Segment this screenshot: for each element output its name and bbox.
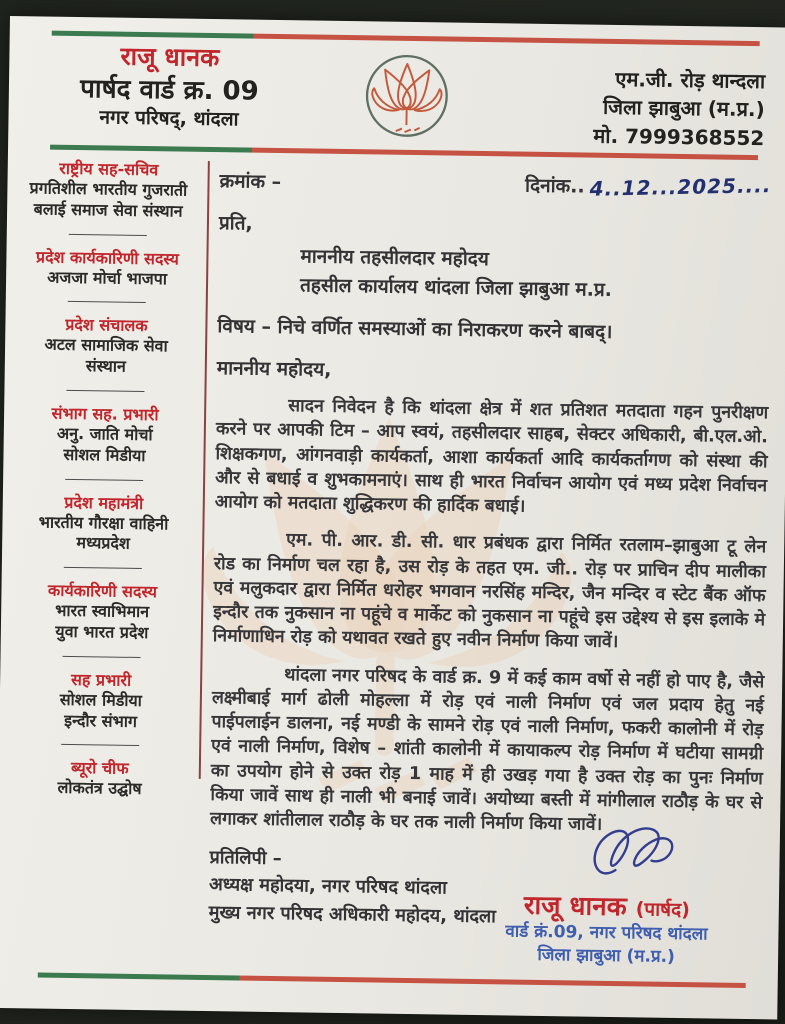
signature-block [456,815,758,972]
signer-name-row [457,891,757,924]
sidebar-section-title: राष्ट्रीय सह-सचिव [59,158,159,180]
date-label: दिनांक.. [524,174,585,198]
header-address-road: एम.जी. रोड़ थान्दला [615,66,766,94]
sidebar-section-title: कार्यकारिणी सदस्य [47,580,158,602]
copy-line: मुख्य नगर परिषद अधिकारी महोदय, थांदला [208,902,497,928]
addressee-block [300,242,771,306]
sidebar-section-title: प्रदेश महामंत्री [64,492,144,513]
signer-name: राजू धानक [523,890,627,923]
sidebar-section-line: सोशल मिडीया [59,689,143,710]
sidebar-section-title: संभाग सह. प्रभारी [51,403,159,425]
sidebar-section-line: मध्यप्रदेश [76,533,130,554]
section-divider [68,301,146,303]
sidebar-section [5,580,200,658]
sidebar-section-line: युवा भारत प्रदेश [55,621,149,643]
sidebar-section [8,314,203,392]
salutation: प्रति, [218,212,253,235]
body-paragraph: एम. पी. आर. डी. सी. धार प्रबंधक द्वारा निर्मित रतलाम–झाबुआ टू लेन रोड का निर्माण चल रहा है, उस रोड़ के तहत एम. जी.. रोड़ पर प्राचिन दीप मालीका एवं मलुकदार द्वारा निर्मित धरोहर भगवान नरसिंह मन्दिर, जैन मन्दिर व स्टेट बैंक ऑफ इन्दौर तक नुकसान ना पहूंचे व मार्केट को नुकसान ना पहूंचे इस उद्देश्य से इस इलाके मे निर्माणाधिन रोड़ को यथावत रखते हुए नवीन निर्माण किया जावें। [212,530,767,653]
sidebar-section-line: सोशल मिडीया [63,444,146,465]
subject-line: विषय – निचे वर्णित समस्याओं का निराकरण करने बाबद्। [217,315,613,343]
sidebar-section-line: संस्थान [85,356,126,376]
sidebar-section-line: भारत स्वाभिमान [55,600,150,622]
sidebar-section-line: बलाई समाज सेवा संस्थान [33,199,183,221]
section-divider [66,390,144,392]
section-divider [63,656,141,658]
person-org: नगर परिषद्, थांदला [99,106,239,131]
copy-label: प्रतिलिपी – [209,846,282,869]
header-phone: मो. 7999368552 [593,123,765,150]
sidebar-section [2,757,197,801]
header-left [46,41,292,132]
copy-line: अध्यक्ष महोदया, नगर परिषद थांदला [208,874,447,899]
addressee-line: माननीय तहसीलदार महोदय [300,245,489,271]
sidebar-section-line: अनु. जाति मोर्चा [56,423,153,445]
addressee-line: तहसील कार्यालय थांदला जिला झाबुआ म.प्र. [299,273,613,301]
bottom-flag-rule [38,973,746,989]
sidebar-section [10,247,205,305]
letter-paper [0,16,785,1019]
person-post: पार्षद वार्ड क्र. 09 [79,73,259,107]
signature-scribble-icon [577,817,698,891]
sidebar-section-line: लोकतंत्र उद्घोष [57,778,142,799]
sidebar-section-line: इन्दौर संभाग [64,710,138,731]
sidebar-section-title: सह प्रभारी [70,669,132,690]
handwritten-date: 4..12...2025.... [589,173,772,201]
section-divider [65,478,143,480]
signer-district: जिला झाबुआ (म.प्र.) [537,945,675,968]
sidebar [2,158,206,807]
sidebar-section-line: अटल सामाजिक सेवा [44,334,168,356]
header-address-district: जिला झाबुआ (म.प्र.) [602,95,765,122]
sidebar-section [6,492,201,570]
sidebar-section-title: ब्यूरो चीफ [70,758,129,779]
body-paragraph: सादन निवेदन है कि थांदला क्षेत्र में शत प्रतिशत मतदाता गहन पुनरीक्षण करने पर आपकी टिम – आप स्वयं, तहसीलदार साहब, सेक्टर अधिकारी, बी.एल.ओ. शिक्षकगण, आंगनवाड़ी कार्यकर्ता, आशा कार्यकर्ता आदि कार्यकर्तागण को संस्था की और से बधाई व शुभकामनाएं। साथ ही भारत निर्वाचन आयोग एवं मध्य प्रदेश निर्वाचन आयोग को मतदाता शुद्धिकरण की हार्दिक बधाई। [214,396,769,517]
section-divider [69,233,147,235]
sidebar-section-line: अजजा मोर्चा भाजपा [47,267,168,288]
sidebar-section-line: भारतीय गौरक्षा वाहिनी [38,512,169,533]
sidebar-section-title: प्रदेश कार्यकारिणी सदस्य [35,247,180,269]
serial-date-row [219,167,771,201]
section-divider [64,567,142,569]
sidebar-section-title: प्रदेश संचालक [65,315,148,336]
person-name: राजू धानक [120,41,220,73]
greeting: माननीय महोदय, [216,357,332,381]
section-divider [61,744,139,746]
sidebar-section-line: प्रगतिशील भारतीय गुजराती [29,178,188,200]
serial-label: क्रमांक – [219,170,282,194]
sidebar-section [3,669,198,747]
body-paragraph: थांदला नगर परिषद के वार्ड क्र. 9 में कई काम वर्षो से नहीं हो पाए है, जैसे लक्ष्मीबाई मार्ग ढोली मोहल्ला में रोड़ एवं नाली निर्माण एवं जल प्रदाय हेतु नई पाईपलाईन डालना, नई मण्डी के सामने रोड़ एवं नाली निर्माण, फकरी कालोनी में रोड़ एवं नाली निर्माण, विशेष – शांती कालोनी में कायाकल्प रोड़ निर्माण में घटीया सामग्री का उपयोग होने से उक्त रोड़ 1 माह में ही उखड़ गया है उक्त रोड़ का पुनः निर्माण किया जावें साथ ही नाली भी बनाई जावें। अयोध्या बस्ती में मांगीलाल राठौड़ के घर से लगाकर शांतीलाल राठौड़ के घर तक नाली निर्माण किया जावें। [209,664,765,836]
bjp-lotus-logo-icon [360,49,453,142]
sidebar-section [7,403,202,481]
sidebar-section [11,158,206,236]
date-row [525,172,772,202]
signer-designation: (पार्षद) [635,898,691,922]
header-right [504,63,765,152]
signer-ward: वार्ड क्रं.09, नगर परिषद थांदला [505,921,708,945]
